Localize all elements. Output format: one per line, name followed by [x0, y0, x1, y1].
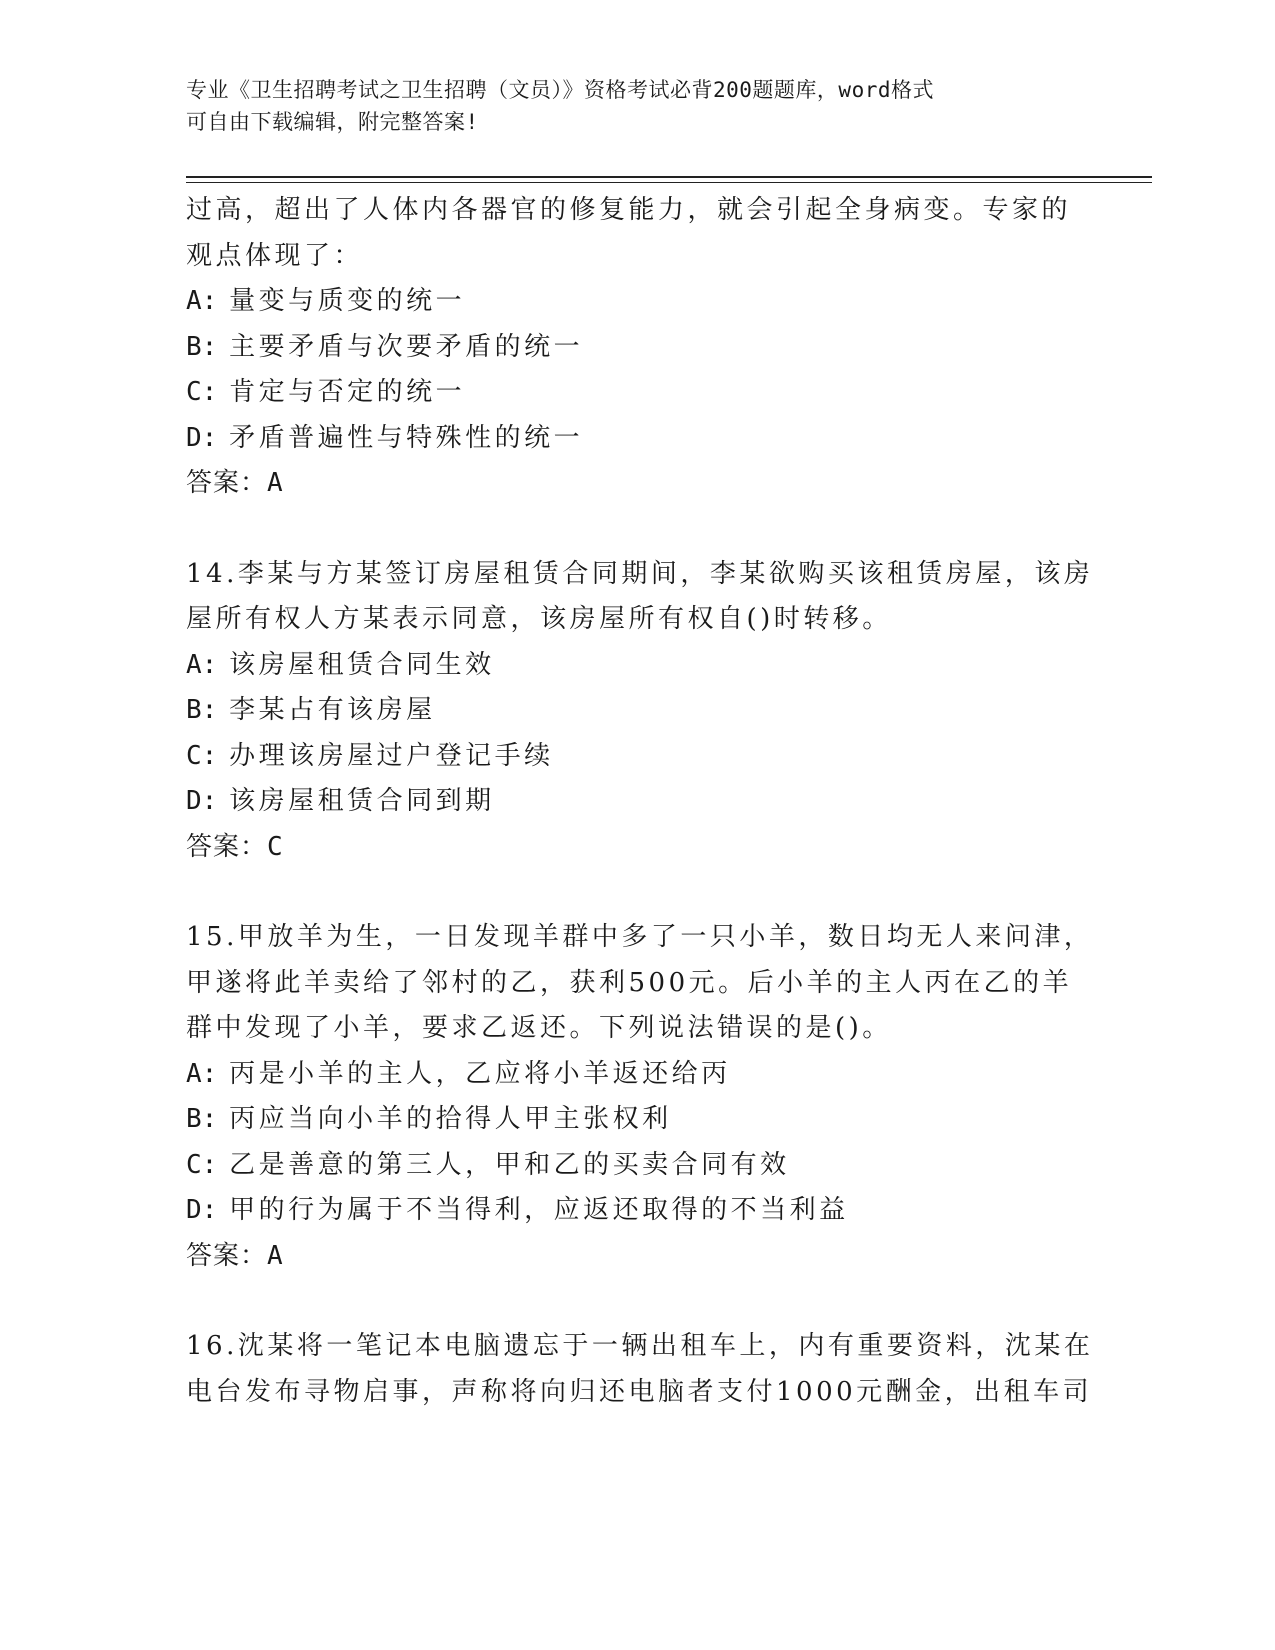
option-a [186, 279, 1086, 325]
option-text: 该房屋租赁合同生效 [229, 649, 495, 680]
answer-line [186, 461, 1086, 507]
header-title-line-2: 可自由下载编辑，附完整答案! [186, 110, 479, 134]
question-stem-line: 群中发现了小羊，要求乙返还。下列说法错误的是()。 [186, 1013, 892, 1043]
option-text: 主要矛盾与次要矛盾的统一 [229, 331, 584, 362]
option-a [186, 1052, 1086, 1098]
answer-label: 答案： [186, 831, 268, 862]
option-text: 办理该房屋过户登记手续 [229, 740, 554, 771]
option-d [186, 1188, 1086, 1234]
option-text: 量变与质变的统一 [229, 286, 466, 316]
question-14 [186, 552, 1094, 871]
option-letter: B: [186, 1104, 218, 1134]
answer-value: C [267, 831, 284, 862]
option-c [186, 734, 1086, 780]
option-text: 该房屋租赁合同到期 [229, 786, 495, 816]
option-letter: D: [186, 1195, 218, 1225]
question-stem-line: 观点体现了： [186, 240, 364, 271]
question-stem-line: 14.李某与方某签订房屋租赁合同期间，李某欲购买该租赁房屋，该房 [186, 558, 1094, 589]
option-letter: A: [186, 1058, 218, 1089]
answer-label: 答案： [186, 468, 268, 498]
question-15 [186, 915, 1094, 1279]
answer-label: 答案： [186, 1240, 268, 1271]
option-letter: C: [186, 1149, 218, 1180]
question-stem-line: 屋所有权人方某表示同意，该房屋所有权自()时转移。 [186, 604, 892, 634]
option-b [186, 325, 1086, 371]
option-letter: C: [186, 377, 218, 407]
option-letter: D: [186, 786, 218, 816]
option-letter: D: [186, 422, 218, 453]
option-letter: A: [186, 286, 218, 316]
option-text: 肯定与否定的统一 [229, 377, 466, 407]
option-d [186, 779, 1086, 825]
option-text: 李某占有该房屋 [229, 695, 436, 725]
option-text: 甲的行为属于不当得利，应返还取得的不当利益 [229, 1195, 849, 1225]
answer-line [186, 1234, 1086, 1280]
question-spacer [186, 870, 1086, 915]
header-divider-thin [186, 182, 1152, 183]
option-text: 矛盾普遍性与特殊性的统一 [229, 422, 584, 453]
option-letter: B: [186, 331, 218, 362]
question-content [186, 188, 1094, 1415]
question-stem-line: 过高，超出了人体内各器官的修复能力，就会引起全身病变。专家的 [186, 195, 1072, 225]
document-header [186, 74, 1066, 138]
question-spacer [186, 1279, 1086, 1324]
answer-value: A [267, 1240, 284, 1271]
answer-value: A [267, 468, 284, 498]
answer-line [186, 825, 1086, 871]
option-text: 丙应当向小羊的拾得人甲主张权利 [229, 1104, 672, 1134]
question-stem-line: 电台发布寻物启事，声称将向归还电脑者支付1000元酬金，出租车司 [186, 1376, 1093, 1407]
option-d [186, 416, 1086, 462]
option-letter: A: [186, 649, 218, 680]
question-stem-line: 16.沈某将一笔记本电脑遗忘于一辆出租车上，内有重要资料，沈某在 [186, 1331, 1094, 1361]
header-divider-thick [186, 176, 1152, 178]
option-c [186, 1143, 1086, 1189]
option-text: 丙是小羊的主人，乙应将小羊返还给丙 [229, 1058, 731, 1089]
question-16 [186, 1324, 1094, 1415]
header-title-line-1: 专业《卫生招聘考试之卫生招聘（文员）》资格考试必背200题题库，word格式 [186, 78, 934, 102]
option-a [186, 643, 1086, 689]
option-b [186, 1097, 1086, 1143]
option-b [186, 688, 1086, 734]
option-letter: C: [186, 740, 218, 771]
option-c [186, 370, 1086, 416]
question-stem-line: 15.甲放羊为生，一日发现羊群中多了一只小羊，数日均无人来问津， [186, 922, 1094, 952]
question-stem-line: 甲遂将此羊卖给了邻村的乙，获利500元。后小羊的主人丙在乙的羊 [186, 967, 1073, 998]
question-13 [186, 188, 1086, 507]
question-spacer [186, 507, 1086, 552]
option-letter: B: [186, 695, 218, 725]
option-text: 乙是善意的第三人，甲和乙的买卖合同有效 [229, 1149, 790, 1180]
